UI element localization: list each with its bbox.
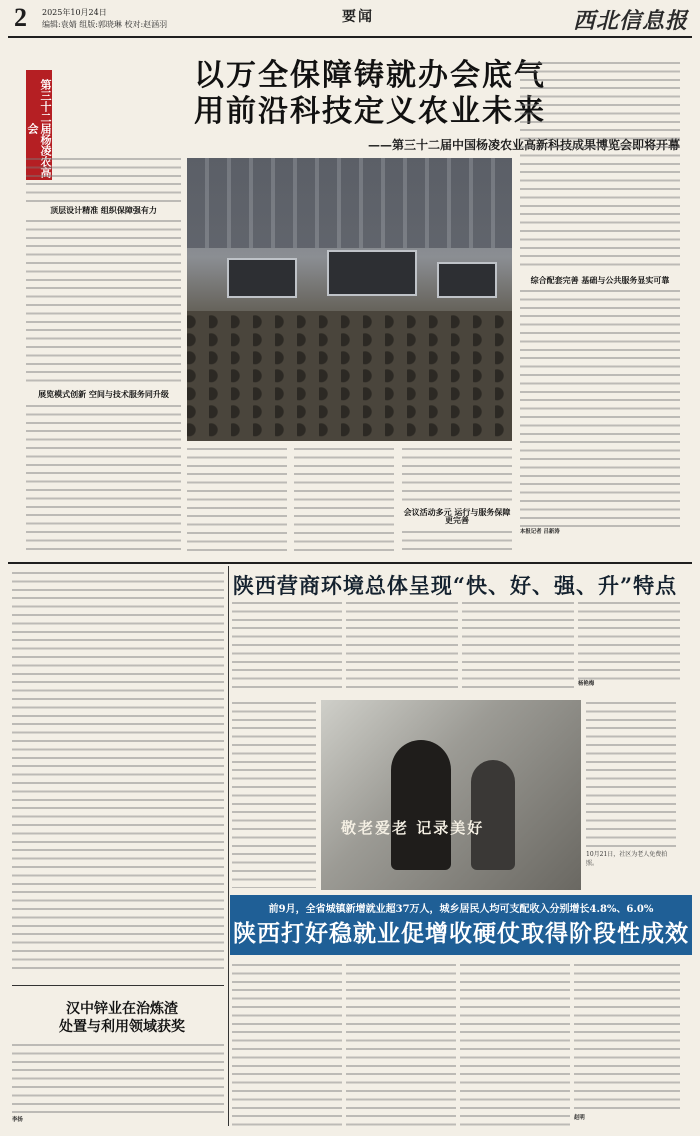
- text-block: [346, 600, 458, 694]
- story2-column-4: [578, 600, 680, 694]
- text-block: [232, 600, 342, 694]
- story1-column-1: [26, 156, 181, 552]
- text-block: [294, 446, 394, 552]
- story3-column-3: [460, 962, 570, 1128]
- story2-headline: 陕西营商环境总体呈现“快、好、强、升”特点: [232, 573, 678, 598]
- section-head: 顶层设计精准 组织保障强有力: [50, 205, 157, 215]
- story1-column-4: [402, 446, 512, 552]
- story4-top-rule: [12, 985, 224, 986]
- photographer-figure: [391, 740, 451, 870]
- text-block: [346, 962, 456, 1128]
- visitor-crowd: [187, 311, 512, 441]
- text-block: [12, 570, 224, 975]
- photo-slogan: 敬老爱老 记录美好: [341, 819, 485, 837]
- story2-column-1: [232, 600, 342, 694]
- story2-byline: 杨艳梅: [578, 681, 595, 687]
- story4-headline-line1: 汉中锌业在治炼渣: [66, 1001, 178, 1017]
- issue-date: 2025年10月24日: [42, 8, 107, 17]
- page-number: 2: [14, 3, 27, 32]
- header-rule: [8, 36, 692, 38]
- left-commentary-column: [12, 570, 224, 975]
- column-rule: [228, 566, 229, 1126]
- photo2-caption: [586, 700, 676, 890]
- booth: [437, 262, 497, 298]
- masthead: 西北信息报: [572, 8, 688, 34]
- text-block: [574, 962, 680, 1114]
- story4-byline: 李扬: [12, 1117, 23, 1123]
- text-block: [586, 700, 676, 850]
- text-block: [578, 600, 680, 680]
- text-block: [12, 1042, 224, 1116]
- text-block: [26, 156, 181, 202]
- section-head: 会议活动多元 运行与服务保障更完善: [403, 507, 511, 526]
- story3-headline: 陕西打好稳就业促增收硬仗取得阶段性成效: [233, 920, 689, 947]
- text-block: [232, 962, 342, 1128]
- page-header: [8, 4, 692, 32]
- story2-column-2: [346, 600, 458, 694]
- story1-subhead: ——第三十二届中国杨凌农业高新科技成果博览会即将开幕: [367, 138, 680, 152]
- hall-roof: [187, 158, 512, 248]
- story1-headline-line2: 用前沿科技定义农业未来: [194, 94, 546, 129]
- story1-headline-line1: 以万全保障铸就办会底气: [194, 58, 546, 93]
- text-block: [26, 218, 181, 386]
- story3-kicker: 前9月，全省城镇新增就业超37万人，城乡居民人均可支配收入分别增长4.8%、6.0%: [268, 904, 654, 915]
- elderly-portrait-photo: [321, 700, 581, 890]
- elder-figure: [471, 760, 515, 870]
- story4-headline-line2: 处置与利用领域获奖: [59, 1019, 185, 1035]
- story3-banner: [230, 895, 692, 955]
- story2-column-5: [232, 700, 316, 888]
- story1-column-3: [294, 446, 394, 552]
- story3-column-2: [346, 962, 456, 1128]
- expo-hall-photo: [187, 158, 512, 441]
- photo2-caption-text: 10月21日，社区为老人免费拍照。: [586, 851, 668, 867]
- text-block: [187, 446, 287, 552]
- text-block: [520, 60, 680, 272]
- section-title: 要闻: [342, 9, 374, 25]
- story3-byline: 赵明: [574, 1115, 585, 1121]
- story3-column-4: [574, 962, 680, 1128]
- story2-column-3: [462, 600, 574, 694]
- story4-body: [12, 1042, 224, 1128]
- section-head: 展览模式创新 空间与技术服务同升级: [38, 389, 169, 400]
- text-block: [402, 446, 512, 504]
- text-block: [462, 600, 574, 694]
- story4-headline: [22, 1000, 222, 1036]
- text-block: [520, 288, 680, 528]
- text-block: [402, 529, 512, 552]
- story1-column-5: [520, 60, 680, 552]
- booth: [327, 250, 417, 296]
- story1-column-2: [187, 446, 287, 552]
- booth: [227, 258, 297, 298]
- text-block: [460, 962, 570, 1128]
- section-head: 综合配套完善 基础与公共服务显实可靠: [530, 275, 670, 285]
- event-badge: 第三十二届杨凌农高会: [26, 70, 52, 180]
- text-block: [232, 700, 316, 888]
- text-block: [26, 403, 181, 552]
- story3-column-1: [232, 962, 342, 1128]
- staff-credits: 编辑:袁婧 组版:郭晓琳 校对:赵涵羽: [42, 20, 168, 29]
- story1-byline: 本报记者 吕新涛: [520, 529, 560, 536]
- section-divider: [8, 562, 692, 564]
